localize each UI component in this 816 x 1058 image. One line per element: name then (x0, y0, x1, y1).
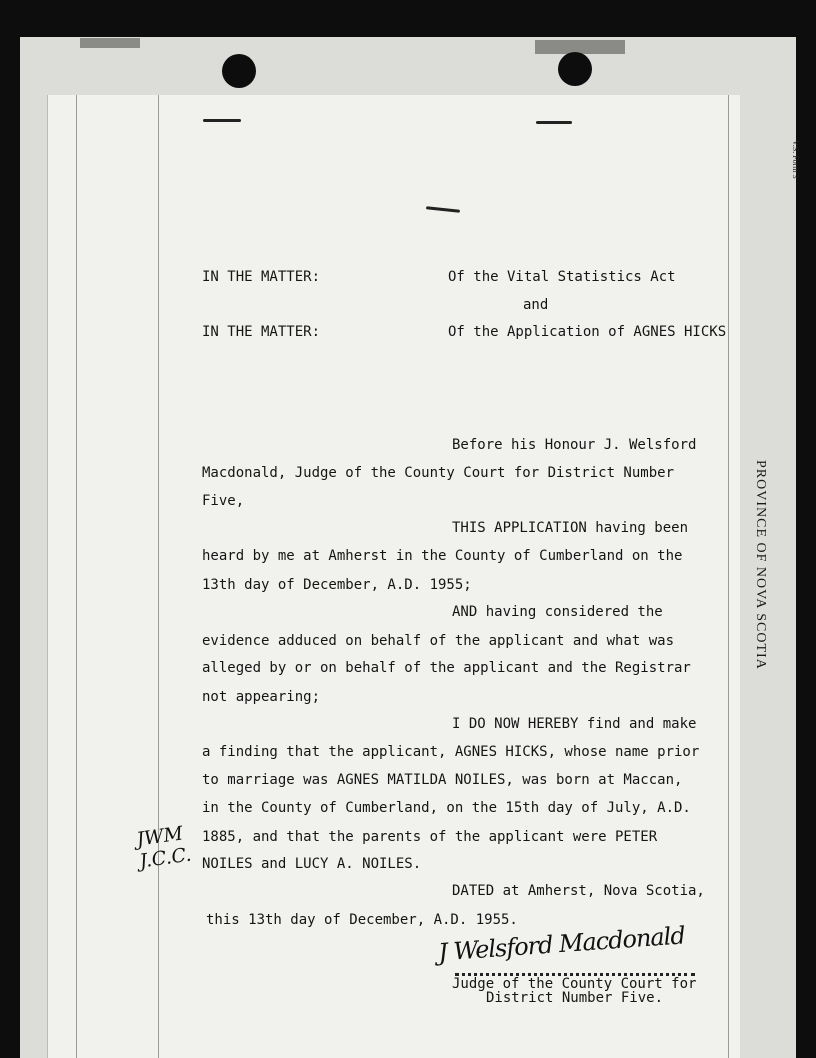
margin-initials: JWM J.C.C. (135, 822, 193, 873)
judge-signature: J Welsford Macdonald (437, 921, 686, 967)
matter-value-2: Of the Application of AGNES HICKS (448, 324, 727, 340)
body-line: DATED at Amherst, Nova Scotia, (452, 883, 705, 899)
body-line: this 13th day of December, A.D. 1955. (206, 912, 518, 928)
body-line: THIS APPLICATION having been (452, 520, 689, 536)
body-line: in the County of Cumberland, on the 15th day of July, A.D. (202, 800, 691, 816)
matter-label-1: IN THE MATTER: (202, 269, 321, 285)
body-line: Macdonald, Judge of the County Court for District Number (202, 465, 675, 481)
body-line: 1885, and that the parents of the applicant were PETER (202, 829, 658, 845)
body-line: Five, (202, 493, 245, 509)
body-line: heard by me at Amherst in the County of Cumberland on the (202, 548, 683, 564)
signature-line (455, 963, 695, 976)
body-line: alleged by or on behalf of the applicant and the Registrar (202, 660, 691, 676)
body-line: AND having considered the (452, 604, 663, 620)
punch-hole (558, 52, 592, 86)
body-line: evidence adduced on behalf of the applicant and what was (202, 633, 675, 649)
matter-label-2: IN THE MATTER: (202, 324, 321, 340)
body-line: not appearing; (202, 689, 321, 705)
hole-mark (536, 121, 572, 124)
body-line: NOILES and LUCY A. NOILES. (202, 856, 422, 872)
body-line: a finding that the applicant, AGNES HICKS, whose name prior (202, 744, 700, 760)
signature-title-line-1: Judge of the County Court for (452, 976, 697, 992)
margin-rule (728, 95, 729, 1058)
margin-rule (76, 95, 77, 1058)
hole-mark (426, 206, 460, 213)
margin-rule (158, 95, 159, 1058)
punch-hole (222, 54, 256, 88)
body-line: to marriage was AGNES MATILDA NOILES, was born at Maccan, (202, 772, 683, 788)
body-line: Before his Honour J. Welsford (452, 437, 697, 453)
conjunction: and (523, 297, 549, 313)
signature-title-line-2: District Number Five. (486, 990, 664, 1006)
hole-mark (203, 119, 241, 122)
matter-value-1: Of the Vital Statistics Act (448, 269, 676, 285)
form-code: V.S. Form 3 (791, 140, 800, 179)
body-line: 13th day of December, A.D. 1955; (202, 577, 472, 593)
province-stamp: PROVINCE OF NOVA SCOTIA (753, 460, 768, 670)
tape-strip (80, 38, 140, 48)
body-line: I DO NOW HEREBY find and make (452, 716, 697, 732)
